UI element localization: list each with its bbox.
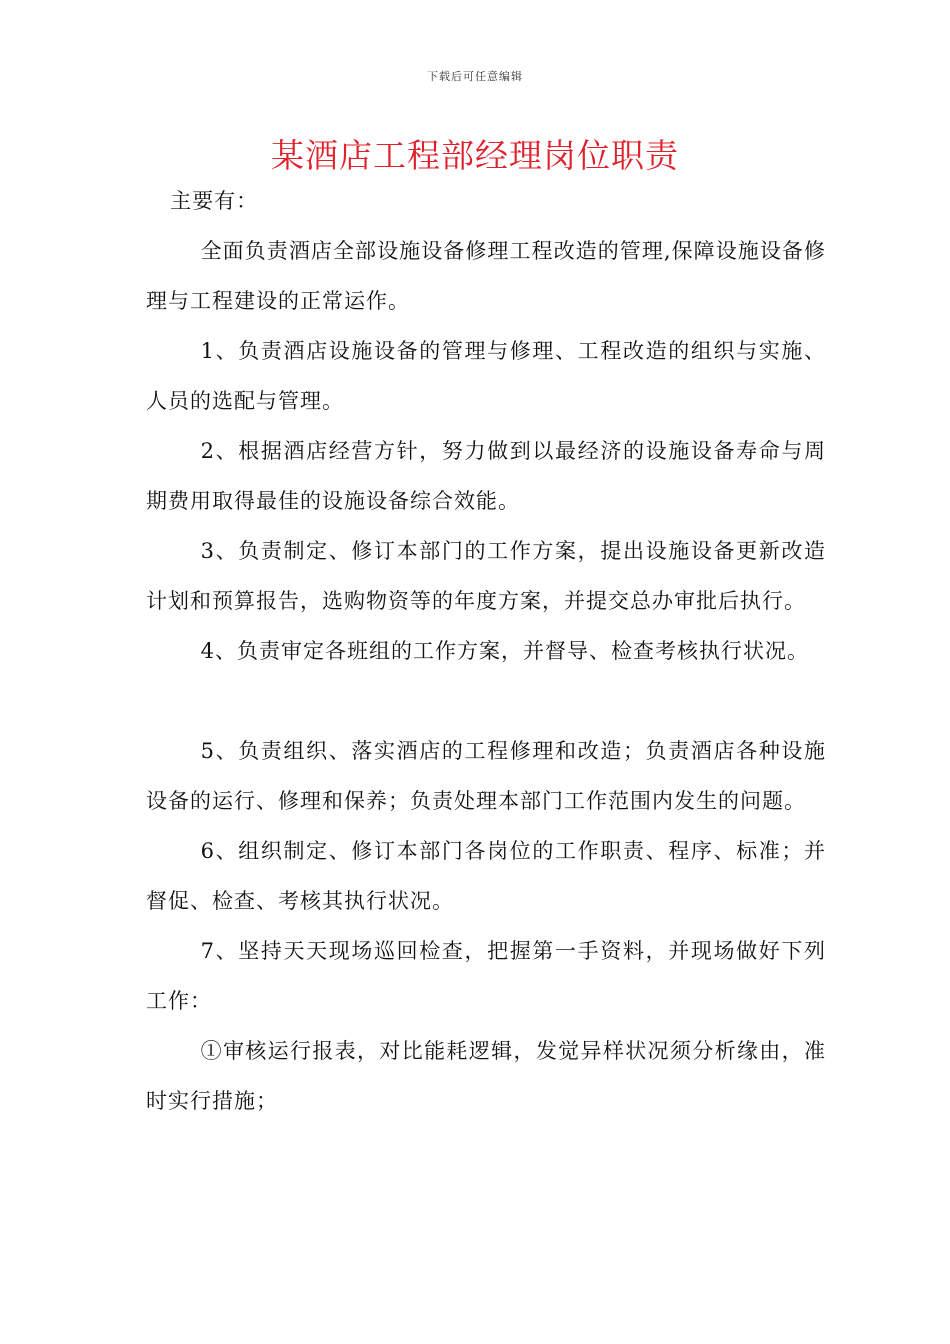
document-body <box>146 176 826 1126</box>
paragraph-item-4: 4、负责审定各班组的工作方案，并督导、检查考核执行状况。 <box>200 639 809 663</box>
paragraph-subitem-1: ①审核运行报表，对比能耗逻辑，发觉异样状况须分析缘由，准时实行措施； <box>146 1039 826 1113</box>
paragraph-item-7: 7、坚持天天现场巡回检查，把握第一手资料，并现场做好下列工作： <box>146 939 826 1013</box>
paragraph-item-2: 2、根据酒店经营方针，努力做到以最经济的设施设备寿命与周期费用取得最佳的设施设备综合效能。 <box>146 439 826 513</box>
blank-spacer <box>146 676 826 726</box>
paragraph-item-5: 5、负责组织、落实酒店的工程修理和改造；负责酒店各种设施设备的运行、修理和保养；负责处理本部门工作范围内发生的问题。 <box>146 739 826 813</box>
header-note: 下载后可任意编辑 <box>427 70 523 83</box>
paragraph-item-3: 3、负责制定、修订本部门的工作方案，提出设施设备更新改造计划和预算报告，选购物资等的年度方案，并提交总办审批后执行。 <box>146 539 826 613</box>
paragraph-overview: 全面负责酒店全部设施设备修理工程改造的管理,保障设施设备修理与工程建设的正常运作。 <box>146 239 826 313</box>
intro-line: 主要有： <box>170 189 259 213</box>
paragraph-item-1: 1、负责酒店设施设备的管理与修理、工程改造的组织与实施、人员的选配与管理。 <box>146 339 826 413</box>
document-title: 某酒店工程部经理岗位职责 <box>271 136 679 175</box>
paragraph-item-6: 6、组织制定、修订本部门各岗位的工作职责、程序、标准；并督促、检查、考核其执行状况。 <box>146 839 826 913</box>
